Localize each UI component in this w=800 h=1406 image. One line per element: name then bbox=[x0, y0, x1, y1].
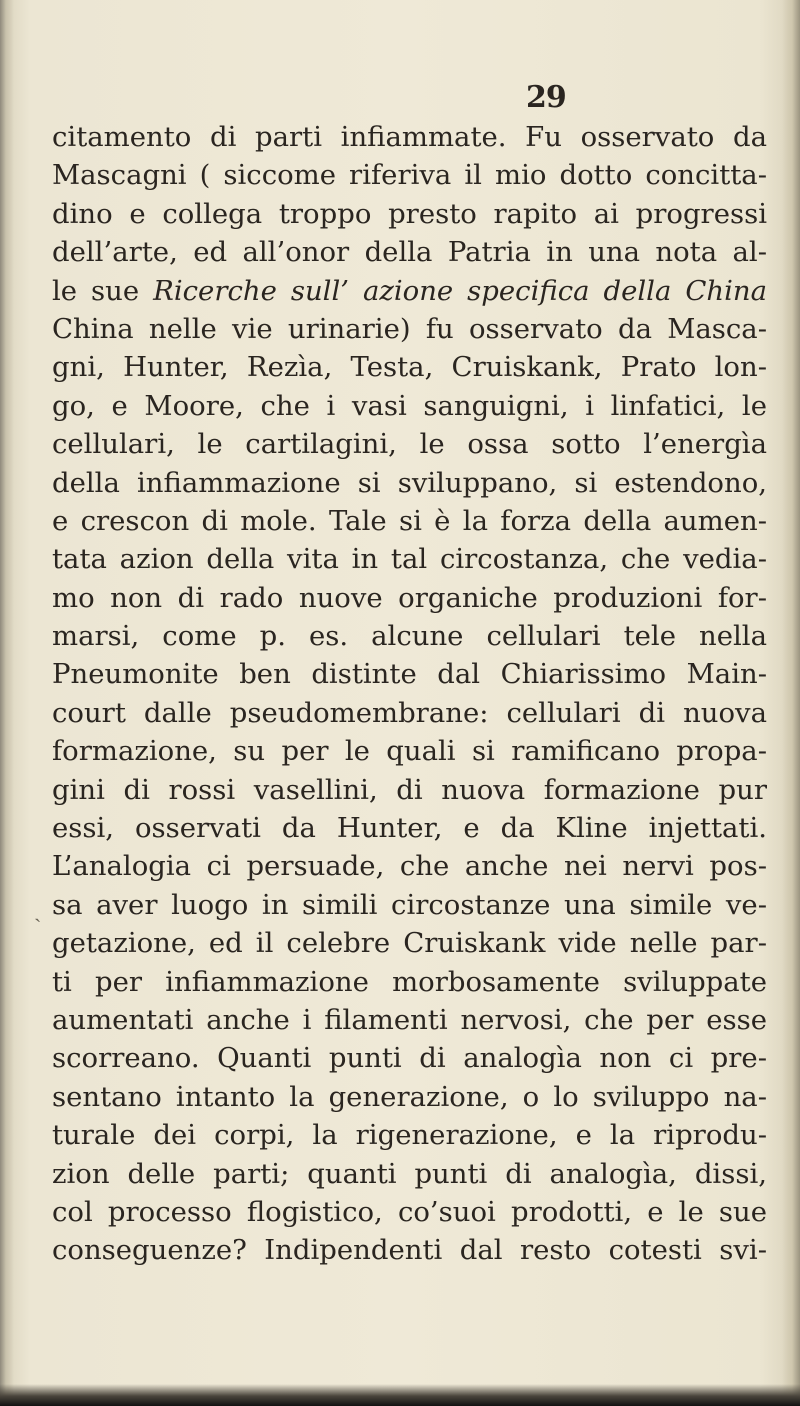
body-text bbox=[52, 118, 767, 1270]
margin-mark: ˏ bbox=[34, 898, 42, 923]
text-line: zion delle parti; quanti punti di analogìa, dissi, bbox=[52, 1157, 767, 1190]
text-line: L’analogia ci persuade, che anche nei nervi pos- bbox=[52, 850, 767, 883]
italic-title: Ricerche sull’ azione specifica della China bbox=[153, 274, 767, 307]
text-line: conseguenze? Indipendenti dal resto cotesti svi- bbox=[52, 1234, 767, 1267]
text-line: della infiammazione si sviluppano, si estendono, bbox=[52, 466, 767, 499]
text-line: tata azion della vita in tal circostanza, che vedia- bbox=[52, 543, 767, 576]
text-line: aumentati anche i filamenti nervosi, che per esse bbox=[52, 1003, 767, 1036]
text-line: court dalle pseudomembrane: cellulari di nuova bbox=[52, 696, 767, 729]
text-line: Pneumonite ben distinte dal Chiarissimo Main- bbox=[52, 658, 767, 691]
text-line: col processo flogistico, co’suoi prodotti, e le sue bbox=[52, 1195, 767, 1228]
text-line: sentano intanto la generazione, o lo sviluppo na- bbox=[52, 1080, 767, 1113]
text-line: e crescon di mole. Tale si è la forza della aumen- bbox=[52, 504, 767, 537]
text-line: scorreano. Quanti punti di analogìa non ci pre- bbox=[52, 1042, 767, 1075]
text-line: gini di rossi vasellini, di nuova formazione pur bbox=[52, 773, 767, 806]
scan-bottom-edge bbox=[0, 1384, 800, 1406]
text-line: turale dei corpi, la rigenerazione, e la riprodu- bbox=[52, 1119, 767, 1152]
text-line: mo non di rado nuove organiche produzioni for- bbox=[52, 581, 767, 614]
text-line: citamento di parti infiammate. Fu osservato da bbox=[52, 121, 767, 153]
text-line: ti per infiammazione morbosamente sviluppate bbox=[52, 965, 767, 998]
text-line: getazione, ed il celebre Cruiskank vide nelle par- bbox=[52, 927, 767, 960]
page-right-edge-shadow bbox=[782, 0, 800, 1406]
text-line: sa aver luogo in simili circostanze una simile ve- bbox=[52, 888, 767, 921]
page-left-edge-shadow bbox=[0, 0, 14, 1406]
text-fragment: le sue bbox=[52, 274, 140, 307]
text-line: essi, osservati da Hunter, e da Kline injettati. bbox=[52, 812, 767, 845]
page-number: 29 bbox=[526, 80, 566, 115]
text-line: dell’arte, ed all’onor della Patria in una nota al- bbox=[52, 236, 767, 269]
text-line: dino e collega troppo presto rapito ai progressi bbox=[52, 197, 767, 230]
text-line: gni, Hunter, Rezìa, Testa, Cruiskank, Prato lon- bbox=[52, 351, 767, 384]
text-line: cellulari, le cartilagini, le ossa sotto l’energìa bbox=[52, 428, 767, 461]
text-line: go, e Moore, che i vasi sanguigni, i linfatici, le bbox=[52, 389, 767, 422]
text-line-with-italic-title bbox=[52, 272, 767, 310]
text-line: China nelle vie urinarie) fu osservato da Masca- bbox=[52, 312, 767, 345]
text-line: marsi, come p. es. alcune cellulari tele nella bbox=[52, 620, 767, 653]
text-line: formazione, su per le quali si ramificano propa- bbox=[52, 735, 767, 768]
text-line: Mascagni ( siccome riferiva il mio dotto concitta- bbox=[52, 159, 767, 192]
